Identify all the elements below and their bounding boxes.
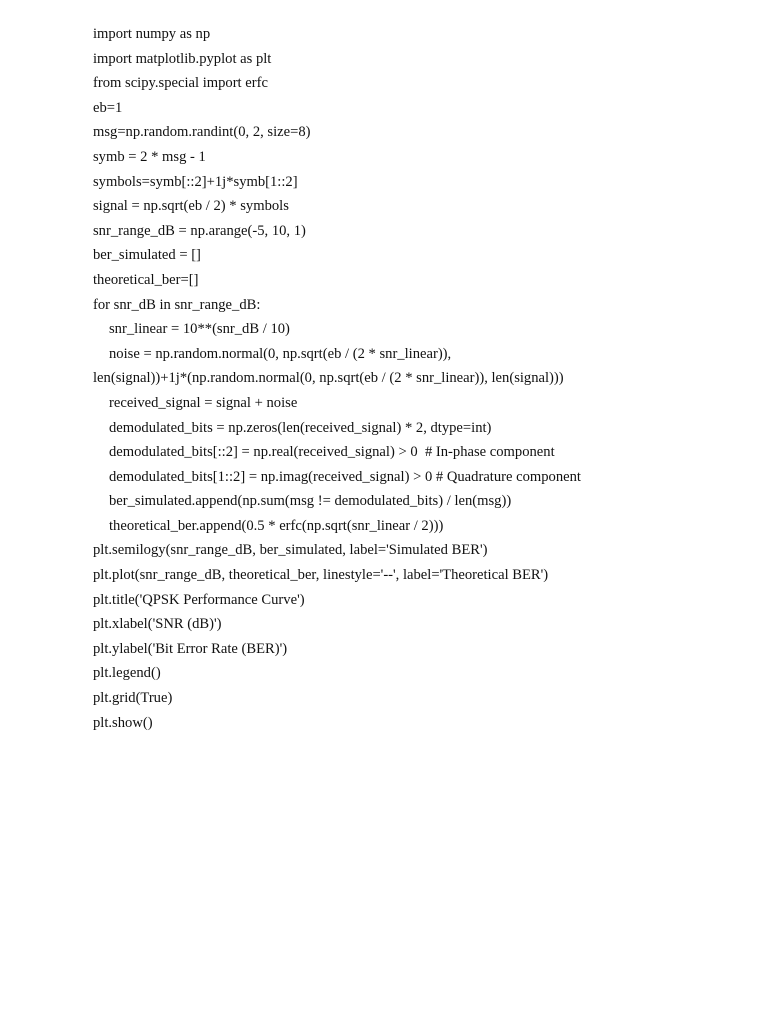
code-line-28: plt.grid(True) xyxy=(93,690,173,707)
code-line-13: snr_linear = 10**(snr_dB / 10) xyxy=(109,321,290,338)
code-line-20: ber_simulated.append(np.sum(msg != demodulated_bits) / len(msg)) xyxy=(109,493,512,510)
code-line-19: demodulated_bits[1::2] = np.imag(received_signal) > 0 # Quadrature component xyxy=(109,468,581,485)
code-line-26: plt.ylabel('Bit Error Rate (BER)') xyxy=(93,640,288,657)
code-line-29: plt.show() xyxy=(93,714,153,731)
code-line-1: import numpy as np xyxy=(93,26,211,42)
code-line-22: plt.semilogy(snr_range_dB, ber_simulated, label='Simulated BER') xyxy=(93,542,488,559)
code-line-3: from scipy.special import erfc xyxy=(93,75,268,92)
code-line-5: msg=np.random.randint(0, 2, size=8) xyxy=(93,124,311,141)
code-line-24: plt.title('QPSK Performance Curve') xyxy=(93,591,305,608)
code-line-8: signal = np.sqrt(eb / 2) * symbols xyxy=(93,198,289,215)
code-line-11: theoretical_ber=[] xyxy=(93,271,199,288)
code-line-21: theoretical_ber.append(0.5 * erfc(np.sqrt(snr_linear / 2))) xyxy=(109,517,444,534)
code-line-27: plt.legend() xyxy=(93,665,161,682)
code-line-16: received_signal = signal + noise xyxy=(109,394,298,411)
code-line-15: len(signal))+1j*(np.random.normal(0, np.sqrt(eb / (2 * snr_linear)), len(signal))) xyxy=(93,370,564,387)
code-line-25: plt.xlabel('SNR (dB)') xyxy=(93,616,222,633)
code-line-7: symbols=symb[::2]+1j*symb[1::2] xyxy=(93,173,298,190)
code-line-6: symb = 2 * msg - 1 xyxy=(93,148,206,165)
code-line-9: snr_range_dB = np.arange(-5, 10, 1) xyxy=(93,222,306,239)
code-line-18: demodulated_bits[::2] = np.real(received_signal) > 0 # In-phase component xyxy=(109,444,555,461)
code-line-14: noise = np.random.normal(0, np.sqrt(eb / (2 * snr_linear)), xyxy=(109,345,452,362)
code-line-4: eb=1 xyxy=(93,99,123,116)
code-line-23: plt.plot(snr_range_dB, theoretical_ber, linestyle='--', label='Theoretical BER') xyxy=(93,567,549,584)
code-line-17: demodulated_bits = np.zeros(len(received_signal) * 2, dtype=int) xyxy=(109,419,492,436)
code-line-2: import matplotlib.pyplot as plt xyxy=(93,50,272,67)
code-listing xyxy=(93,22,753,735)
code-line-12: for snr_dB in snr_range_dB: xyxy=(93,296,261,313)
code-line-10: ber_simulated = [] xyxy=(93,247,201,264)
